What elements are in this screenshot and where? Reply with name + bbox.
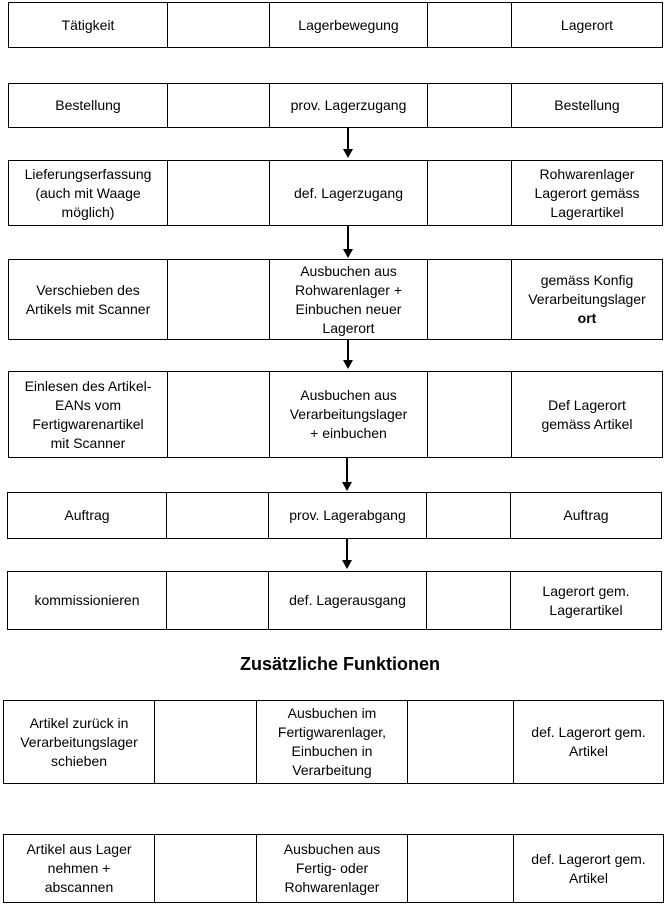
activity-cell: Auftrag — [8, 493, 167, 538]
movement-cell: Ausbuchen aus Verarbeitungslager + einbuchen — [270, 372, 428, 457]
spacer-cell — [427, 572, 511, 629]
spacer-cell — [167, 493, 269, 538]
spacer-cell — [168, 84, 270, 127]
flow-row-lieferung — [8, 160, 663, 226]
spacer-cell — [428, 84, 512, 127]
flow-arrow — [347, 340, 349, 361]
section-title: Zusätzliche Funktionen — [239, 654, 440, 674]
location-cell: def. Lagerort gem. Artikel — [531, 850, 646, 886]
spacer-cell — [168, 260, 270, 339]
activity-cell: Einlesen des Artikel- EANs vom Fertigwarenartikel mit Scanner — [9, 372, 168, 457]
movement-cell: def. Lagerausgang — [269, 572, 427, 629]
movement-cell: Ausbuchen im Fertigwarenlager, Einbuchen in Verarbeitung — [257, 701, 408, 783]
extra-row-abscannen — [3, 834, 664, 903]
header-spacer-2 — [428, 3, 512, 47]
location-cell: Rohwarenlager Lagerort gemäss Lagerartikel — [534, 165, 640, 220]
activity-cell: Lieferungserfassung (auch mit Waage möglich) — [9, 161, 168, 225]
extra-row-zurueck — [3, 700, 664, 784]
flow-row-kommissionieren — [7, 571, 662, 630]
spacer-cell — [428, 161, 512, 225]
spacer-cell — [155, 835, 257, 902]
activity-cell: kommissionieren — [8, 572, 167, 629]
flow-row-auftrag — [7, 492, 662, 539]
location-text: gemäss Konfig Verarbeitungslager — [528, 272, 646, 307]
spacer-cell — [427, 493, 511, 538]
spacer-cell — [408, 701, 514, 783]
movement-cell: Ausbuchen aus Rohwarenlager + Einbuchen neuer Lagerort — [270, 260, 428, 339]
location-cell — [512, 260, 662, 339]
spacer-cell — [168, 161, 270, 225]
flow-row-einlesen — [8, 371, 663, 458]
activity-cell: Artikel aus Lager nehmen + abscannen — [4, 835, 155, 902]
spacer-cell — [428, 372, 512, 457]
movement-cell: def. Lagerzugang — [270, 161, 428, 225]
header-movement: Lagerbewegung — [270, 3, 428, 47]
location-cell: Lagerort gem. Lagerartikel — [542, 582, 630, 618]
location-cell: Def Lagerort gemäss Artikel — [541, 396, 633, 432]
activity-cell: Bestellung — [9, 84, 168, 127]
location-cell: def. Lagerort gem. Artikel — [531, 724, 646, 759]
activity-cell: Artikel zurück in Verarbeitungslager schieben — [4, 701, 155, 783]
location-cell: Bestellung — [554, 97, 620, 113]
movement-cell: prov. Lagerabgang — [269, 493, 427, 538]
spacer-cell — [428, 260, 512, 339]
movement-cell: prov. Lagerzugang — [270, 84, 428, 127]
spacer-cell — [408, 835, 514, 902]
flow-arrow — [347, 226, 349, 250]
header-spacer-1 — [168, 3, 270, 47]
header-location: Lagerort — [560, 16, 614, 33]
flow-arrow — [346, 458, 348, 483]
header-row — [8, 2, 663, 48]
spacer-cell — [168, 372, 270, 457]
spacer-cell — [167, 572, 269, 629]
flow-row-bestellung — [8, 83, 663, 128]
movement-cell: Ausbuchen aus Fertig- oder Rohwarenlager — [257, 835, 408, 902]
location-cell: Auftrag — [563, 507, 609, 523]
flow-row-verschieben — [8, 259, 663, 340]
header-activity: Tätigkeit — [9, 3, 168, 47]
flow-arrow — [346, 539, 348, 561]
activity-cell: Verschieben des Artikels mit Scanner — [9, 260, 168, 339]
spacer-cell — [155, 701, 257, 783]
location-text-bold: ort — [577, 310, 597, 326]
flow-arrow — [347, 128, 349, 150]
